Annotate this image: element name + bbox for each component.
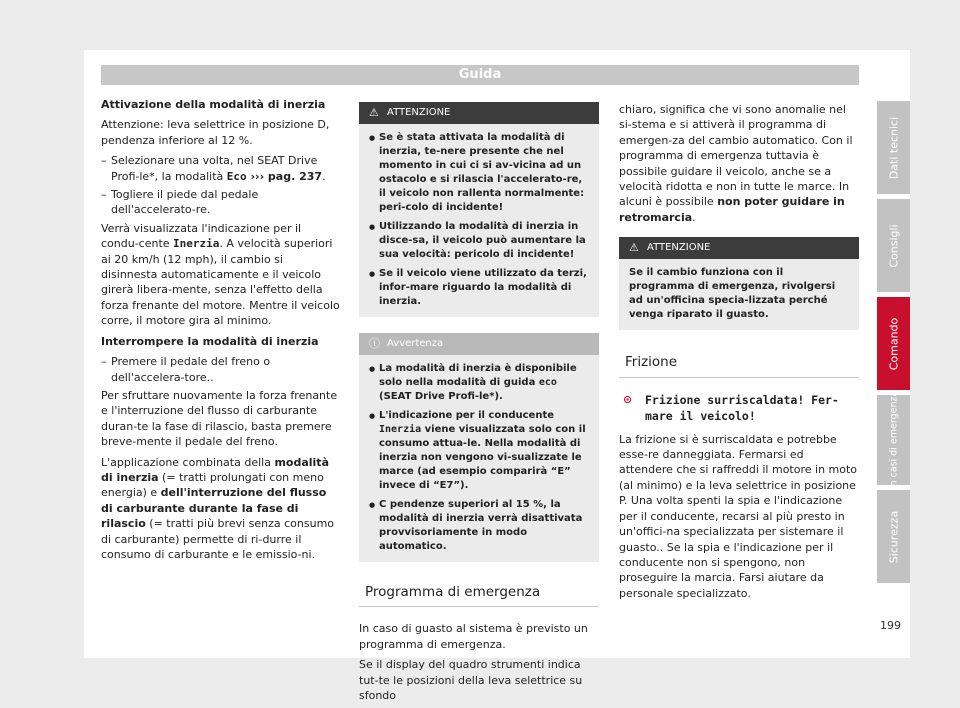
warning-item: ● Se è stata attivata la modalità di inerzia, te-nere presente che nel momento in cui ci si av-vicina ad un ostacolo e si rilascia l'accelerato-re, il veicolo non rallenta normalmente: peri-colo di incidente!: [369, 131, 589, 215]
tab-consigli[interactable]: [877, 199, 910, 292]
column-left: [101, 97, 341, 567]
note-box-body: [359, 355, 599, 562]
text-segment: chiaro, significa che vi sono anomalie nel si-stema e si attiverà il programma di emergen-za del cambio automatico. Con il programma di emergenza tuttavia è possibile guidare il veicolo, anche se a velocità ridotta e non in tutte le marce. In alcuni è possibile: [619, 103, 853, 209]
tab-dati-tecnici[interactable]: [877, 101, 910, 194]
clutch-warning-text: Frizione surriscaldata! Fer-mare il veicolo!: [645, 392, 839, 423]
page-number: 199: [880, 619, 901, 632]
column-right: [619, 102, 859, 606]
section-title-emergency: Programma di emergenza: [359, 576, 599, 607]
page-reference-link[interactable]: ››› pag. 237: [246, 169, 323, 183]
warning-label: ATTENZIONE: [647, 242, 711, 254]
warning-item: ● Utilizzando la modalità di inerzia in disce-sa, il veicolo può aumentare la sua velocità: pericolo di incidente!: [369, 220, 589, 262]
warning-item: ● Se il veicolo viene utilizzato da terzi, infor-mare riguardo la modalità di inerzia.: [369, 267, 589, 309]
note-item: [369, 409, 589, 493]
text-segment: L'indicazione per il conducente: [379, 410, 555, 421]
step-press-pedal: – Premere il pedale del freno o dell'accelera-tore..: [101, 354, 341, 385]
warning-box-header: [359, 102, 599, 124]
tab-label: Consigli: [887, 223, 900, 268]
text-segment: Verrà visualizzata l'indicazione per il condu-cente: [101, 221, 302, 251]
tab-sicurezza[interactable]: [877, 490, 910, 583]
text-segment: L'applicazione combinata della: [101, 455, 275, 469]
warning-box-header: [619, 237, 859, 259]
column-middle: [359, 102, 599, 708]
text-segment: (= tratti più brevi senza consumo di carburante) permette di ri-durre il consumo di carburante e le emissio-ni.: [101, 517, 335, 561]
warning-text: Se il cambio funziona con il programma di emergenza, rivolgersi ad un'officina specia-lizzata perché venga riparato il guasto.: [629, 267, 836, 321]
clutch-warning-title: [619, 392, 859, 424]
paragraph-clutch: La frizione si è surriscaldata e potrebbe esse-re danneggiata. Fermarsi ed attendere che si raffreddi il motore in moto (al minimo) e la leva selettrice in posizione P. Una volta spenti la spia e l'indicazione per il conducente, recarsi al più presto in un'offici-na specializzata per sistemare il guasto.. Se la spia e l'indicazione per il conducente non si spengono, non proseguire la marcia. Farsi aiutare da personale specializzato.: [619, 432, 858, 600]
note-label: Avvertenza: [387, 338, 444, 349]
display-text-inerzia: Inerzia: [379, 424, 422, 435]
paragraph-emergency-2: Se il display del quadro strumenti indica tut-te le posizioni della leva selettrice su sfondo: [359, 658, 583, 703]
warning-triangle-icon: ⚠: [629, 241, 639, 255]
tab-comando[interactable]: [877, 297, 910, 390]
text-segment: . A velocità superiori ai 20 km/h (12 mph), il cambio si disinnesta automaticamente e il veicolo girerà libera-mente, senza l'effetto della forza frenante del motore. Mentre il veicolo corre, il motore gira al minimo.: [101, 237, 340, 328]
bold-term: modalità di inerzia: [101, 455, 329, 484]
tab-label: Dati tecnici: [887, 116, 900, 179]
heading-activate-coasting: Attivazione della modalità di inerzia: [101, 98, 326, 111]
bold-term: non poter guidare in retromarcia: [619, 195, 845, 224]
chapter-header: Guida: [101, 65, 859, 85]
note-box-header: [359, 333, 599, 355]
paragraph-conditions: Attenzione: leva selettrice in posizione D, pendenza inferiore al 12 %.: [101, 118, 330, 147]
step-select-mode: [101, 153, 341, 184]
text-segment: La modalità di inerzia è disponibile solo nella modalità di guida: [379, 363, 577, 388]
tab-emergenza[interactable]: [877, 390, 910, 490]
paragraph-combined: [101, 455, 341, 563]
text-segment: viene visualizzata solo con il consumo attua-le. Nella modalità di inerzia non vengono vi-sualizzate le marce (ad esempio comparirà “E” invece di “E7”).: [379, 424, 586, 491]
text-segment: (SEAT Drive Profi-le*).: [379, 391, 503, 402]
warning-box-body: [359, 124, 599, 317]
text-segment: .: [692, 210, 696, 224]
note-item: [369, 362, 589, 404]
tab-label: Sicurezza: [887, 510, 900, 563]
section-title-clutch: Frizione: [619, 346, 859, 377]
paragraph-braking: Per sfruttare nuovamente la forza frenante e l'interruzione del flusso di carburante duran-te la fase di rilascio, basta premere breve-mente il pedale del freno.: [101, 388, 338, 449]
bold-term: dell'interruzione del flusso di carburante durante la fase di rilascio: [101, 486, 327, 531]
step-text-end: .: [322, 169, 326, 183]
tab-label: In casi di emergenza: [888, 390, 899, 490]
text-segment: (= tratti prolungati con meno energia) e: [101, 470, 324, 500]
display-text-eco: eco: [538, 377, 557, 388]
warning-lamp-icon: ⊙: [623, 392, 633, 406]
paragraph-indication: [101, 221, 341, 329]
heading-interrupt-coasting: Interrompere la modalità di inerzia: [101, 334, 319, 348]
step-text: Selezionare una volta, nel SEAT Drive Profi-le*, la modalità: [111, 154, 318, 183]
note-item: ● C pendenze superiori al 15 %, la modalità di inerzia verrà disattivata provvisoriamente in modo automatico.: [369, 498, 589, 554]
mode-display-text: Eco: [226, 169, 247, 183]
display-text-inerzia: Inerzia: [173, 237, 220, 251]
note-icon: ⓘ: [369, 337, 380, 350]
warning-box-body: [619, 259, 859, 330]
warning-label: ATTENZIONE: [387, 107, 451, 118]
paragraph-emergency-cont: [619, 102, 859, 225]
tab-label: Comando: [887, 317, 900, 370]
step-release-pedal: – Togliere il piede dal pedale dell'accelerato-re.: [101, 187, 341, 218]
paragraph-emergency-1: In caso di guasto al sistema è previsto un programma di emergenza.: [359, 622, 588, 651]
warning-triangle-icon: ⚠: [369, 106, 379, 119]
